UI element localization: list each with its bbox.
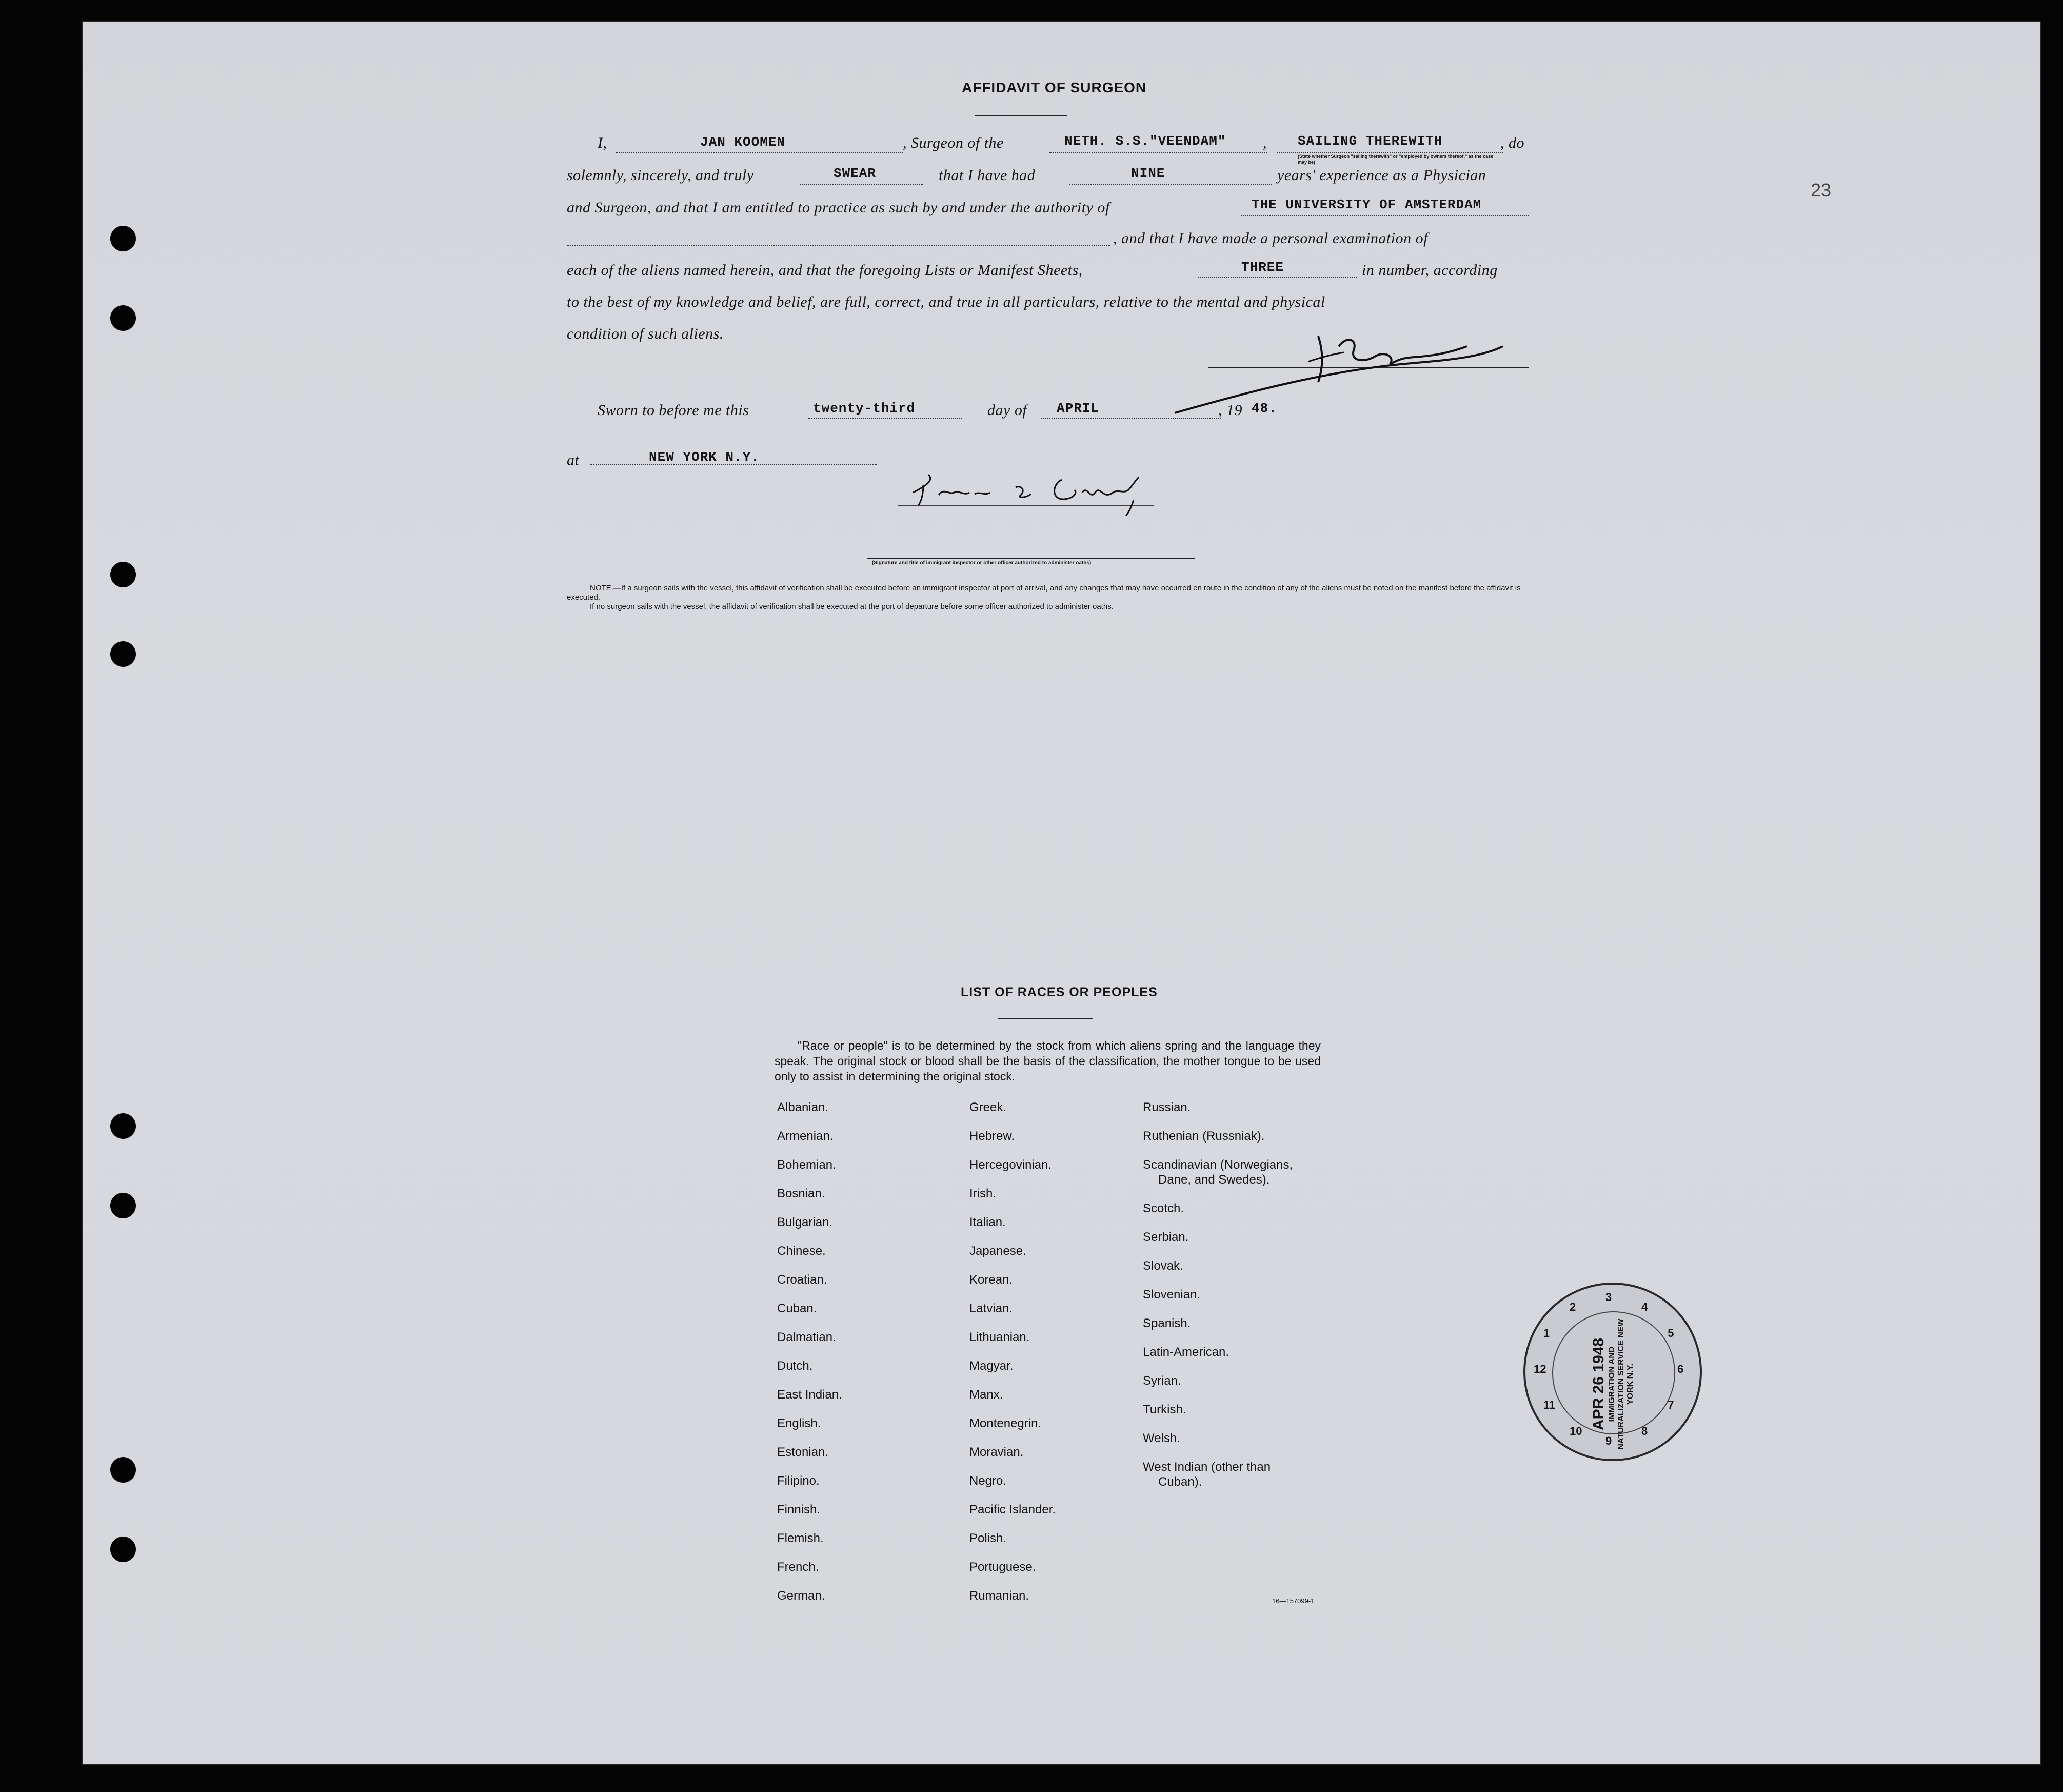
race-entry: Ruthenian (Russniak). [1143,1129,1265,1143]
line7-text: condition of such aliens. [567,325,724,342]
sworn-place: NEW YORK N.Y. [649,449,760,465]
race-entry: Negro. [969,1474,1007,1488]
race-entry: Portuguese. [969,1560,1036,1574]
binder-hole [110,226,136,251]
note-paragraph-1: NOTE.—If a surgeon sails with the vessel, this affidavit of verification shall be executed before an immigrant inspector at port of arrival, and any changes that may have occurred en route in the condition of any of the aliens must be noted on the manifest before the affidavit is executed. [567,584,1521,602]
stamp-number: 3 [1605,1291,1612,1304]
surgeon-name: JAN KOOMEN [700,134,786,150]
race-entry: Bohemian. [777,1158,836,1172]
race-entry: Bosnian. [777,1187,825,1200]
surgeon-name-blank [616,152,903,153]
stamp-number: 12 [1534,1363,1546,1375]
authority-blank [1241,215,1529,216]
line4-blank [567,245,1110,246]
race-entry: Greek. [969,1100,1007,1114]
stamp-number: 8 [1641,1425,1648,1438]
race-entry: Spanish. [1143,1316,1191,1330]
sworn-year-prefix: , 19 [1218,402,1242,419]
race-entry: Syrian. [1143,1374,1181,1388]
race-entry: Slovenian. [1143,1288,1201,1302]
binder-hole [110,305,136,331]
race-entry: Pacific Islander. [969,1503,1056,1517]
race-entry: German. [777,1589,825,1603]
race-entry: Italian. [969,1215,1006,1229]
at-label: at [567,451,580,468]
sailing-status: SAILING THEREWITH [1298,133,1443,149]
sworn-month-blank [1041,418,1221,419]
stamp-number: 11 [1543,1399,1556,1411]
race-entry: Hercegovinian. [969,1158,1052,1172]
oath-type: SWEAR [834,166,877,181]
affidavit-note [567,584,1531,612]
race-entry: Scotch. [1143,1202,1184,1215]
line1-comma: , [1263,134,1267,151]
line1-small-print: (State whether Surgeon "sailing therewith" or "employed by owners thereof," as the case may be) [1298,154,1494,165]
race-entry: Hebrew. [969,1129,1015,1143]
binder-hole [110,1193,136,1218]
line2-solemnly: solemnly, sincerely, and truly [567,167,754,184]
inspector-signature-line [867,558,1195,559]
note-paragraph-2: If no surgeon sails with the vessel, the affidavit of verification shall be executed at the port of departure before some officer authorized to administer oaths. [590,602,1114,611]
sworn-text: Sworn to before me this [598,402,749,419]
race-entry: Bulgarian. [777,1215,833,1229]
binder-hole [110,641,136,667]
line2-experience: years' experience as a Physician [1277,167,1486,184]
stamp-number: 7 [1668,1399,1674,1411]
race-entry: East Indian. [777,1388,842,1402]
race-entry: Welsh. [1143,1431,1180,1445]
race-entry: French. [777,1560,819,1574]
stamp-date: APR 26 1948 [1590,1337,1607,1431]
race-entry: Flemish. [777,1531,824,1545]
stamp-org: IMMIGRATION AND NATURALIZATION SERVICE NEW YORK N.Y. [1608,1318,1635,1450]
race-entry: English. [777,1416,821,1430]
race-entry: Croatian. [777,1273,827,1287]
sailing-blank [1277,152,1503,153]
swear-blank [800,184,923,185]
line1-surgeon-of: , Surgeon of the [903,134,1004,151]
race-entry: Scandinavian (Norwegians, [1143,1158,1293,1172]
title-underline [975,115,1067,116]
races-title-underline [998,1018,1093,1019]
inspector-signature-caption: (Signature and title of immigrant inspector or other officer authorized to administer oaths) [872,560,1092,566]
race-entry: Japanese. [969,1244,1026,1258]
sworn-day: twenty-third [813,401,916,416]
race-entry: Turkish. [1143,1403,1186,1416]
form-number: 16—157099-1 [1272,1597,1315,1605]
race-entry: West Indian (other than [1143,1460,1271,1474]
stamp-number: 6 [1677,1363,1684,1375]
affidavit-title: AFFIDAVIT OF SURGEON [962,80,1147,95]
stamp-number: 4 [1641,1300,1648,1313]
race-entry: Polish. [969,1531,1007,1545]
sworn-day-of: day of [987,402,1027,419]
line1-do: , do [1500,134,1524,151]
races-title: LIST OF RACES OR PEOPLES [961,985,1158,999]
line3-text: and Surgeon, and that I am entitled to practice as such by and under the authority of [567,199,1110,216]
immigration-date-stamp [1523,1283,1702,1461]
vessel-name: NETH. S.S."VEENDAM" [1064,133,1226,149]
sworn-day-blank [808,418,962,419]
stamp-number: 2 [1570,1300,1576,1313]
race-entry: Cuban). [1158,1475,1202,1489]
sworn-year-suffix: 48. [1252,401,1277,416]
race-entry: Finnish. [777,1503,821,1517]
race-entry: Dane, and Swedes). [1158,1173,1270,1187]
line2-that-had: that I have had [939,167,1036,184]
document-sheet [82,21,2041,1765]
sheets-blank [1198,277,1357,278]
binder-hole [110,1537,136,1562]
race-entry: Montenegrin. [969,1416,1042,1430]
race-entry: Lithuanian. [969,1330,1030,1344]
inspector-signature [898,464,1164,521]
binder-hole [110,562,136,587]
race-entry: Korean. [969,1273,1013,1287]
line6-text: to the best of my knowledge and belief, are full, correct, and true in all particulars, relative to the mental and physical [567,293,1325,310]
race-entry: Irish. [969,1187,997,1200]
stamp-number: 1 [1543,1327,1550,1340]
licensing-authority: THE UNIVERSITY OF AMSTERDAM [1252,197,1482,212]
sheets-count: THREE [1241,260,1284,275]
race-entry: Magyar. [969,1359,1014,1373]
race-entry: Latvian. [969,1302,1013,1315]
race-entry: Chinese. [777,1244,826,1258]
line1-i: I, [598,134,607,151]
race-entry: Filipino. [777,1474,820,1488]
page-number: 23 [1811,180,1832,201]
race-entry: Latin-American. [1143,1345,1229,1359]
years-blank [1069,184,1272,185]
race-entry: Albanian. [777,1100,829,1114]
vessel-blank [1049,152,1267,153]
race-entry: Slovak. [1143,1259,1183,1273]
race-entry: Rumanian. [969,1589,1029,1603]
race-entry: Moravian. [969,1445,1024,1459]
race-entry: Manx. [969,1388,1003,1402]
line4-text: , and that I have made a personal examination of [1113,230,1428,247]
race-entry: Russian. [1143,1100,1191,1114]
stamp-number: 9 [1605,1434,1612,1447]
line5-text: each of the aliens named herein, and that the foregoing Lists or Manifest Sheets, [567,262,1083,279]
stamp-number: 5 [1668,1327,1674,1340]
years-experience: NINE [1131,166,1165,181]
stamp-number: 10 [1570,1425,1582,1438]
race-entry: Dutch. [777,1359,813,1373]
sworn-month: APRIL [1057,401,1100,416]
race-entry: Armenian. [777,1129,834,1143]
race-entry: Cuban. [777,1302,817,1315]
line5-in-number: in number, according [1362,262,1498,279]
binder-hole [110,1113,136,1139]
stamp-text [1590,1317,1635,1451]
binder-hole [110,1457,136,1483]
races-intro: "Race or people" is to be determined by the stock from which aliens spring and the language they speak. The original stock or blood shall be the basis of the classification, the mother tongue to be used only to assist in determining the original stock. [775,1039,1321,1083]
race-entry: Estonian. [777,1445,829,1459]
race-entry: Serbian. [1143,1230,1189,1244]
race-entry: Dalmatian. [777,1330,836,1344]
